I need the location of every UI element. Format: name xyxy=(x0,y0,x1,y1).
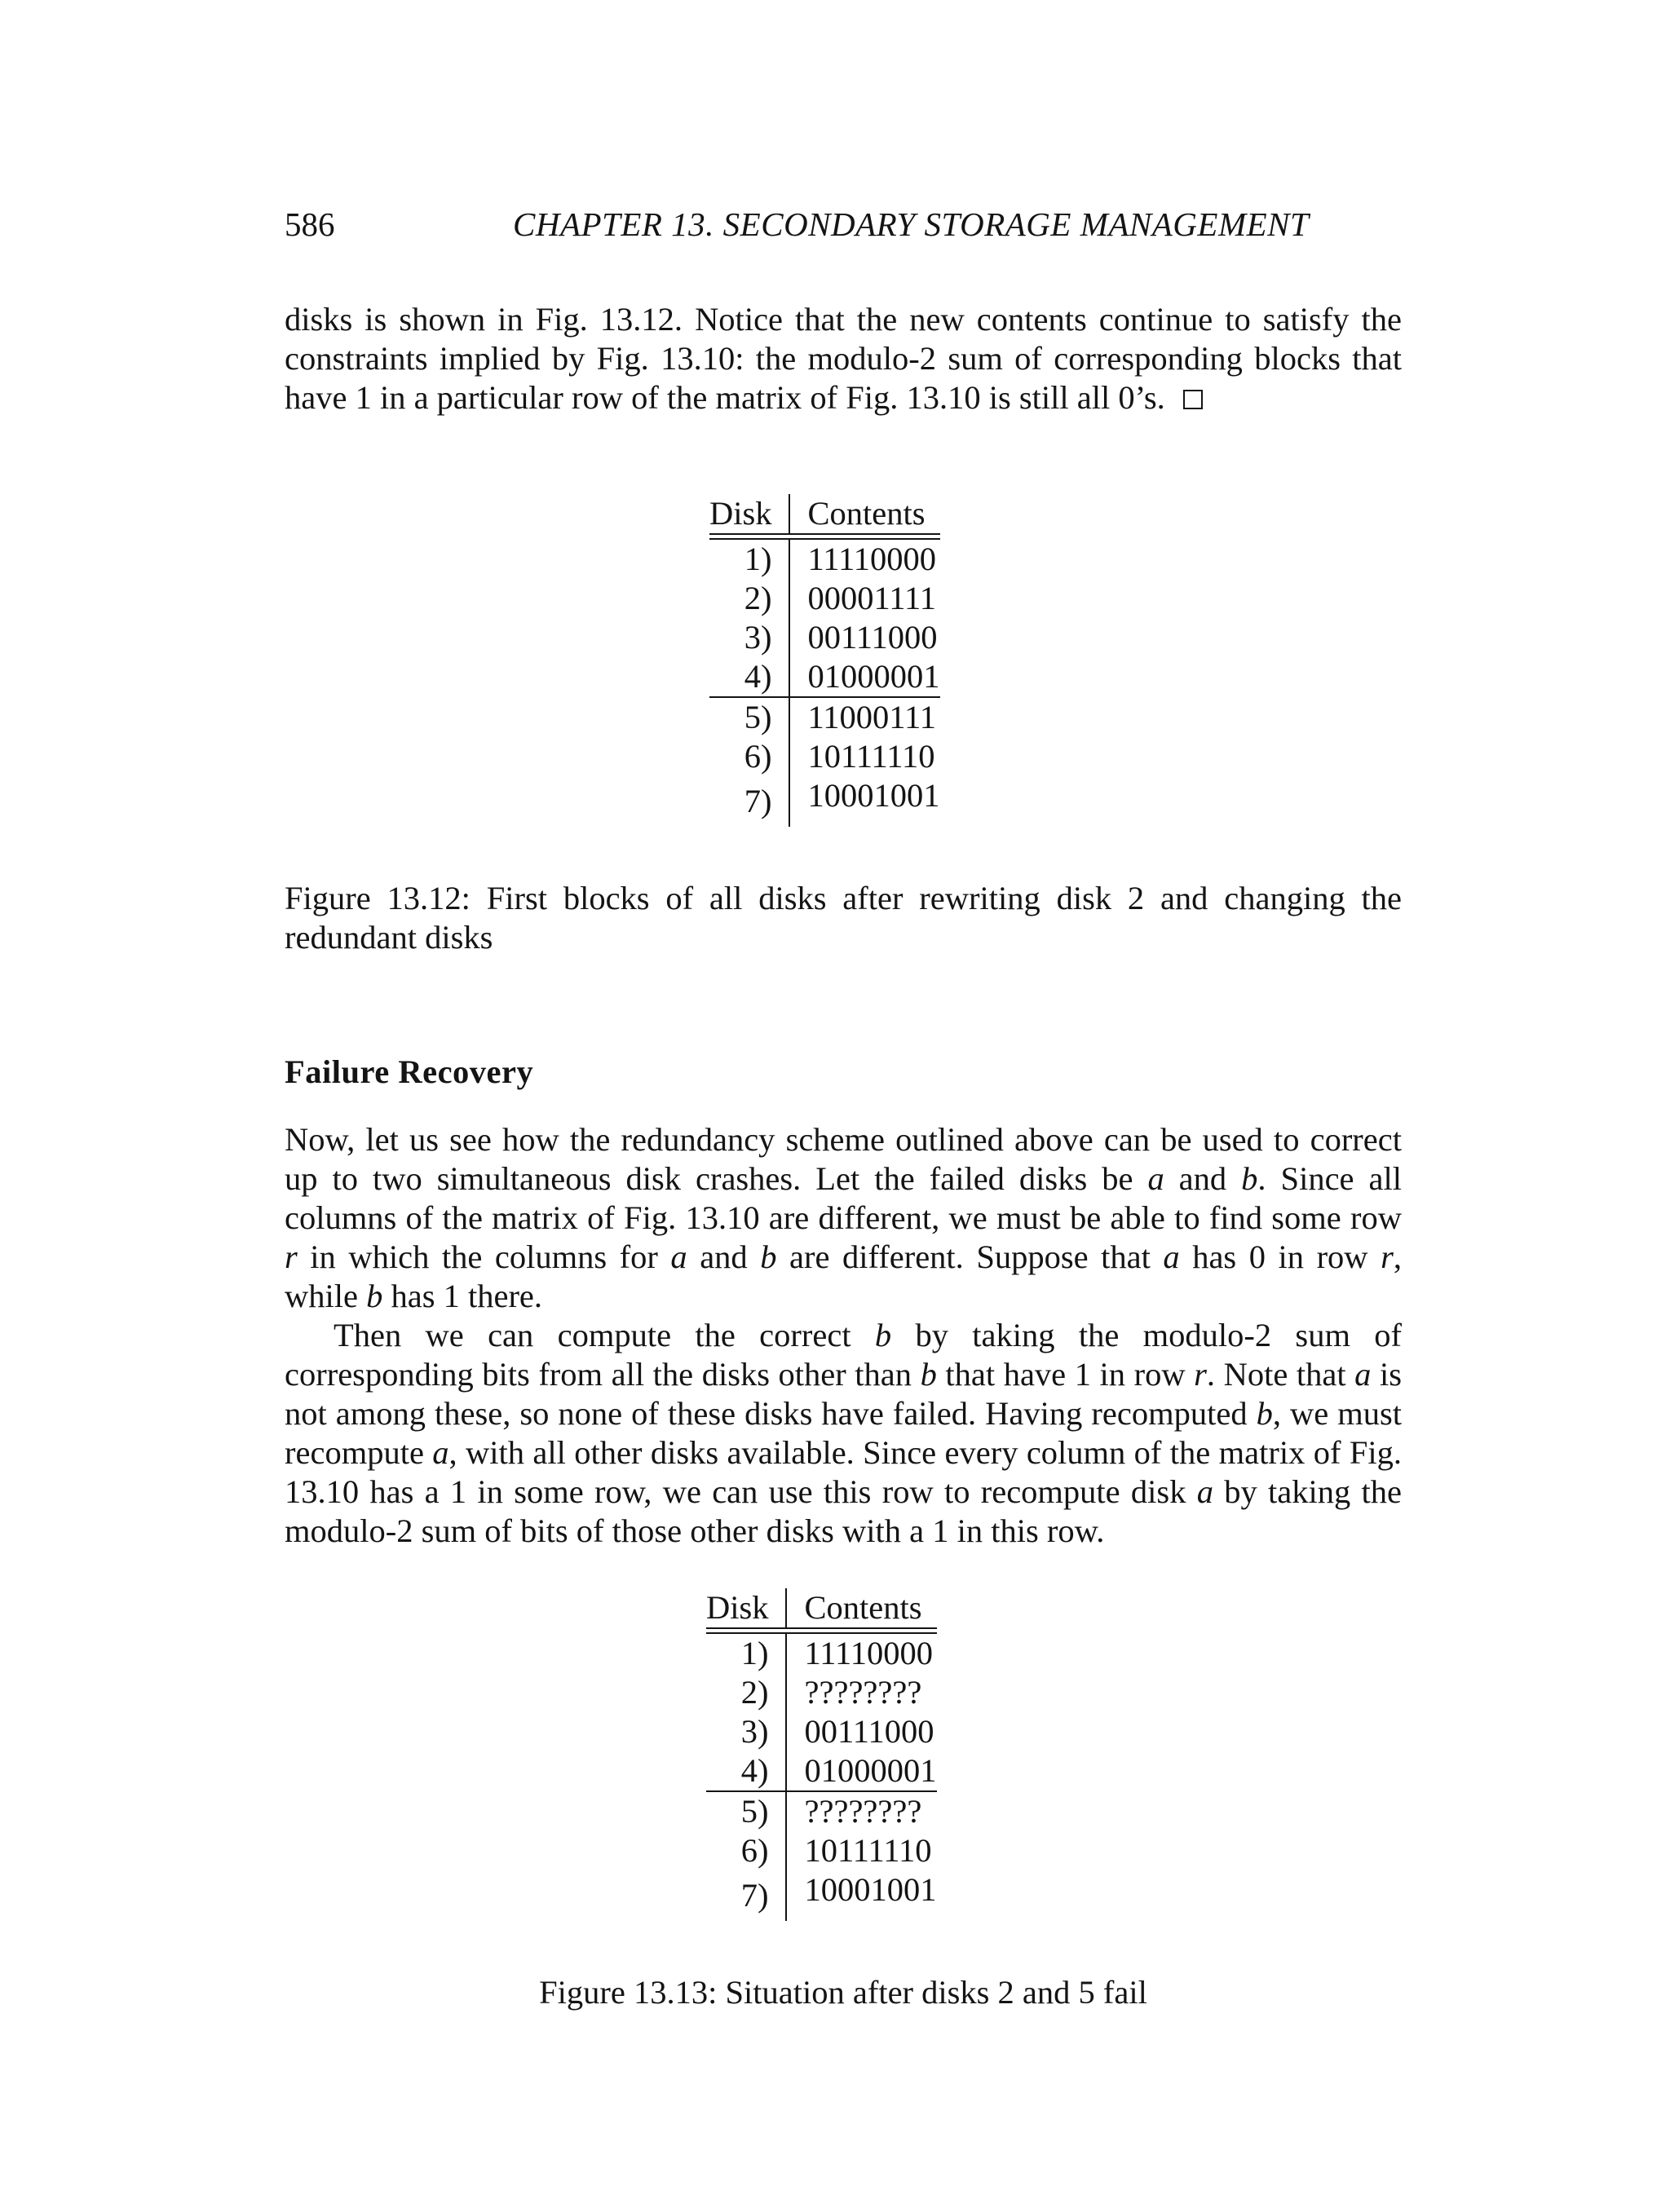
math-variable: b xyxy=(1256,1395,1273,1432)
disk-number: 1) xyxy=(744,541,772,577)
math-variable: a xyxy=(432,1434,449,1471)
figure-13-12-table xyxy=(709,494,940,827)
figure-13-13-caption: Figure 13.13: Situation after disks 2 and 5 fail xyxy=(539,1974,1147,2011)
math-variable: a xyxy=(1163,1238,1180,1275)
table-row xyxy=(706,1673,937,1712)
intro-paragraph xyxy=(285,300,1402,417)
disk-contents: 11110000 xyxy=(789,539,940,579)
table-row xyxy=(706,1791,937,1831)
math-variable: r xyxy=(1381,1238,1394,1275)
table-header-disk: Disk xyxy=(706,1589,769,1626)
disk-number: 4) xyxy=(709,657,789,697)
disk-contents: ???????? xyxy=(786,1673,937,1712)
disk-number: 5) xyxy=(740,1793,769,1830)
table-row xyxy=(706,1831,937,1870)
text-run: . Since all columns of the matrix of Fig. 13.10 are different, we must be able to find some row xyxy=(285,1160,1403,1236)
text-run: , with all other disks available. Since every column of the matrix of Fig. 13.10 has a 1 in some row, we can use this row to recompute disk xyxy=(285,1434,1402,1510)
disk-contents: 00001111 xyxy=(789,579,940,618)
disk-number: 3) xyxy=(740,1713,769,1750)
disk-contents: 00111000 xyxy=(786,1712,937,1751)
disk-contents: 11110000 xyxy=(786,1633,937,1673)
text-run: , we must recompute xyxy=(285,1395,1402,1471)
disk-contents: 01000001 xyxy=(789,657,940,697)
math-variable: r xyxy=(285,1238,298,1275)
running-title: CHAPTER 13. SECONDARY STORAGE MANAGEMENT xyxy=(513,205,1310,243)
disk-number: 4) xyxy=(706,1751,786,1791)
table-row xyxy=(709,737,940,776)
table-header-contents: Contents xyxy=(786,1588,937,1628)
section-heading: Failure Recovery xyxy=(285,1053,534,1090)
text-run: that have 1 in row xyxy=(936,1356,1195,1393)
disk-number: 2) xyxy=(744,580,772,616)
text-run: Then we can compute the correct xyxy=(334,1317,875,1353)
disk-number: 5) xyxy=(744,699,772,735)
disk-contents: 01000001 xyxy=(786,1751,937,1791)
text-run: has 0 in row xyxy=(1179,1238,1381,1275)
text-run: in which the columns for xyxy=(297,1238,671,1275)
figure-13-12-caption: Figure 13.12: First blocks of all disks after rewriting disk 2 and changing the redundant disks xyxy=(285,880,1402,956)
disk-contents: 10111110 xyxy=(786,1831,937,1870)
disk-number: 7) xyxy=(744,783,772,819)
table-header-contents: Contents xyxy=(789,494,940,534)
disk-number: 2) xyxy=(740,1674,769,1711)
math-variable: b xyxy=(874,1317,892,1353)
math-variable: a xyxy=(670,1238,687,1275)
math-variable: a xyxy=(1354,1356,1372,1393)
text-run: and xyxy=(1164,1160,1242,1197)
table-row xyxy=(709,579,940,618)
math-variable: b xyxy=(760,1238,777,1275)
text-run: is not among these, so none of these disks have failed. Having recomputed xyxy=(285,1356,1402,1432)
table-row xyxy=(709,539,940,579)
disk-contents: 00111000 xyxy=(789,618,940,657)
text-run: . Note that xyxy=(1206,1356,1355,1393)
disk-number: 7) xyxy=(740,1877,769,1914)
text-run: Now, let us see how the redundancy scheme outlined above can be used to correct up to two simultaneous disk crashes. Let the failed disks be xyxy=(285,1121,1402,1197)
text-run: and xyxy=(687,1238,761,1275)
table-row xyxy=(706,1633,937,1673)
table-row xyxy=(706,1712,937,1751)
disk-number: 6) xyxy=(740,1832,769,1869)
disk-number: 3) xyxy=(744,619,772,656)
disk-contents: ???????? xyxy=(786,1791,937,1831)
page-number: 586 xyxy=(285,205,335,243)
disk-contents: 10001001 xyxy=(786,1870,937,1921)
math-variable: a xyxy=(1147,1160,1164,1197)
table-row xyxy=(709,657,940,697)
disk-contents: 10111110 xyxy=(789,737,940,776)
table-row xyxy=(706,1751,937,1791)
text-run: by taking the modulo-2 sum of bits of those other disks with a 1 in this row. xyxy=(285,1473,1402,1549)
math-variable: b xyxy=(366,1278,383,1314)
intro-text: disks is shown in Fig. 13.12. Notice that the new contents continue to satisfy the constraints implied by Fig. 13.10: the modulo-2 sum of corresponding blocks that have 1 in a particular row of the matrix of Fig. 13.10 is still all 0’s. xyxy=(285,301,1402,416)
disk-number: 1) xyxy=(740,1635,769,1671)
table-row xyxy=(709,697,940,737)
table-row xyxy=(709,618,940,657)
table-header-disk: Disk xyxy=(709,495,772,532)
text-run: are different. Suppose that xyxy=(776,1238,1164,1275)
math-variable: a xyxy=(1196,1473,1213,1510)
disk-number: 6) xyxy=(744,738,772,775)
disk-contents: 11000111 xyxy=(789,697,940,737)
body-paragraph-2 xyxy=(285,1316,1402,1551)
text-run: , while xyxy=(285,1238,1402,1314)
math-variable: b xyxy=(1241,1160,1258,1197)
math-variable: b xyxy=(920,1356,937,1393)
text-run: by taking the modulo-2 sum of corresponding bits from all the disks other than xyxy=(285,1317,1402,1393)
text-run: has 1 there. xyxy=(382,1278,543,1314)
table-row xyxy=(706,1870,937,1921)
figure-13-13-table xyxy=(706,1588,937,1921)
table-row xyxy=(709,776,940,827)
body-paragraph-1 xyxy=(285,1120,1402,1316)
disk-contents: 10001001 xyxy=(789,776,940,827)
math-variable: r xyxy=(1194,1356,1207,1393)
qed-square-icon xyxy=(1183,390,1203,409)
